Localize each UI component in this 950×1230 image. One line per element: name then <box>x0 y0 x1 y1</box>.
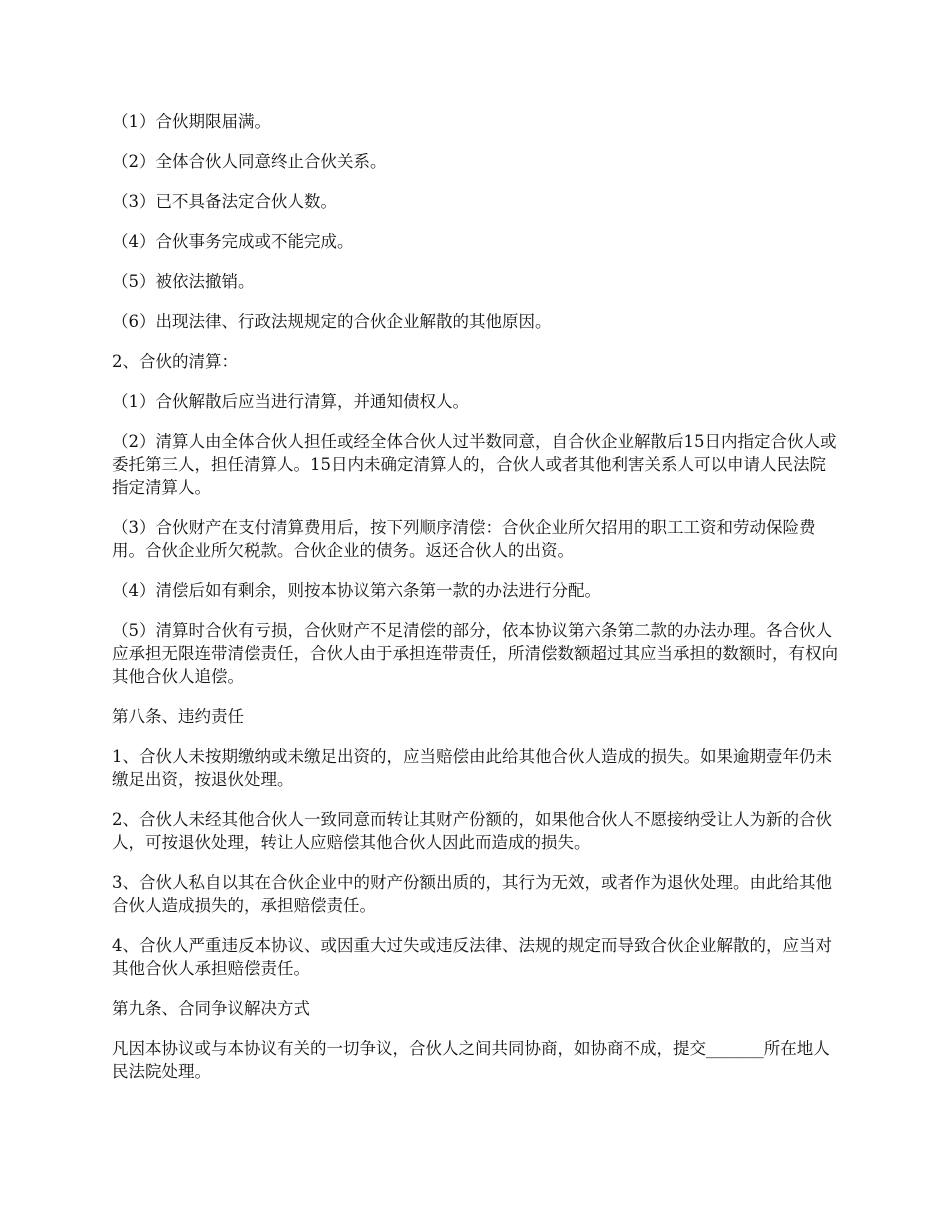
clause-item-4: （4）合伙事务完成或不能完成。 <box>112 232 354 251</box>
liquidation-item-3: （3）合伙财产在支付清算费用后，按下列顺序清偿：合伙企业所欠招用的职工工资和劳动保险费用。合伙企业所欠税款。合伙企业的债务。返还合伙人的出资。 <box>112 518 816 560</box>
dispute-resolution-text: 凡因本协议或与本协议有关的一切争议，合伙人之间共同协商，如协商不成，提交_______所在地人民法院处理。 <box>112 1039 830 1081</box>
liability-item-1: 1、合伙人未按期缴纳或未缴足出资的，应当赔偿由此给其他合伙人造成的损失。如果逾期壹年仍未缴足出资，按退伙处理。 <box>112 747 832 789</box>
article-8-heading: 第八条、违约责任 <box>112 707 244 726</box>
liquidation-item-1: （1）合伙解散后应当进行清算，并通知债权人。 <box>112 392 469 411</box>
clause-item-2: （2）全体合伙人同意终止合伙关系。 <box>112 152 387 171</box>
clause-item-5: （5）被依法撤销。 <box>112 272 255 291</box>
liquidation-item-4: （4）清偿后如有剩余，则按本协议第六条第一款的办法进行分配。 <box>112 581 601 600</box>
liability-item-2: 2、合伙人未经其他合伙人一致同意而转让其财产份额的，如果他合伙人不愿接纳受让人为新的合伙人，可按退伙处理，转让人应赔偿其他合伙人因此而造成的损失。 <box>112 810 832 852</box>
section-heading-liquidation: 2、合伙的清算： <box>112 352 238 371</box>
liquidation-item-2: （2）清算人由全体合伙人担任或经全体合伙人过半数同意，自合伙企业解散后15日内指定合伙人或委托第三人，担任清算人。15日内未确定清算人的，合伙人或者其他利害关系人可以申请人民法院指定清算人。 <box>112 432 837 497</box>
clause-item-3: （3）已不具备法定合伙人数。 <box>112 192 337 211</box>
liability-item-4: 4、合伙人严重违反本协议、或因重大过失或违反法律、法规的规定而导致合伙企业解散的，应当对其他合伙人承担赔偿责任。 <box>112 936 832 978</box>
liability-item-3: 3、合伙人私自以其在合伙企业中的财产份额出质的，其行为无效，或者作为退伙处理。由此给其他合伙人造成损失的，承担赔偿责任。 <box>112 873 832 915</box>
liquidation-item-5: （5）清算时合伙有亏损，合伙财产不足清偿的部分，依本协议第六条第二款的办法办理。各合伙人应承担无限连带清偿责任，合伙人由于承担连带责任，所清偿数额超过其应当承担的数额时，有权向其他合伙人追偿。 <box>112 621 838 686</box>
article-9-heading: 第九条、合同争议解决方式 <box>112 999 310 1018</box>
document-body <box>112 110 842 1100</box>
clause-item-1: （1）合伙期限届满。 <box>112 112 271 131</box>
clause-item-6: （6）出现法律、行政法规规定的合伙企业解散的其他原因。 <box>112 312 552 331</box>
